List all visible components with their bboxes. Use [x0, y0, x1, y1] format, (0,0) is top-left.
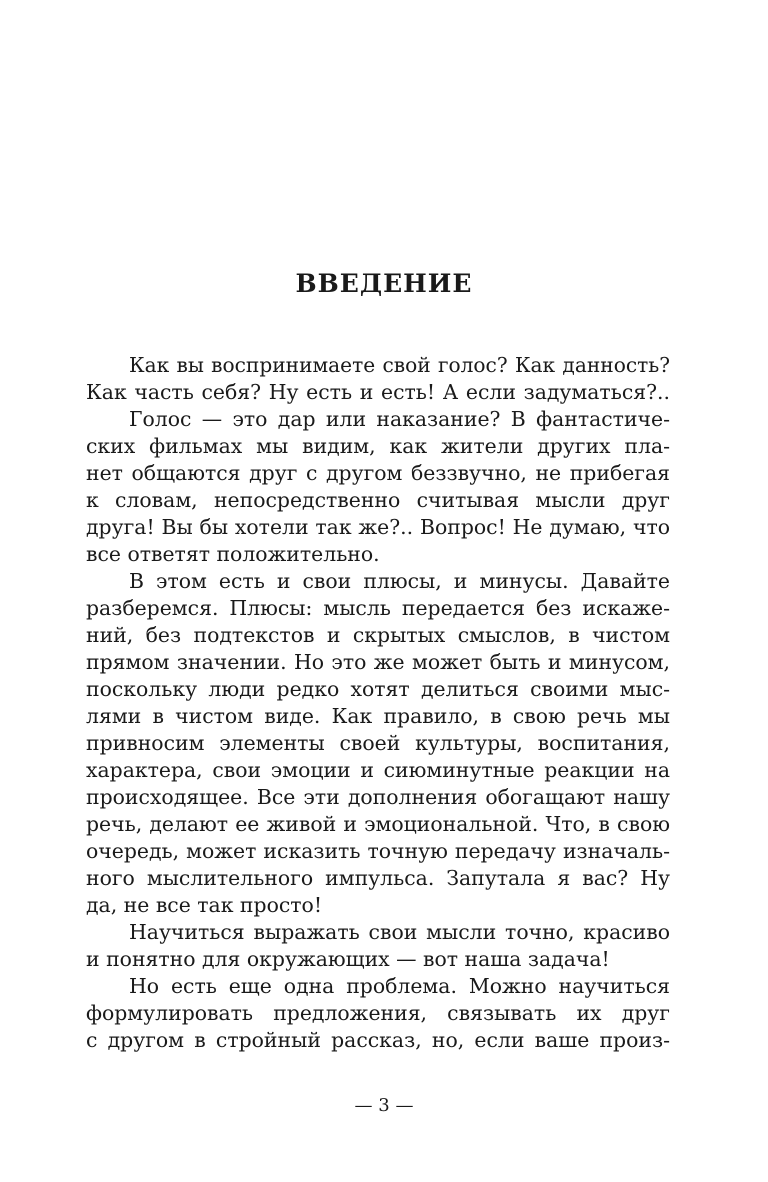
text-line: характера, свои эмоции и сиюминутные реакции на [86, 758, 670, 782]
chapter-title: ВВЕДЕНИЕ [295, 269, 473, 298]
paragraph [86, 919, 670, 973]
text-line: поскольку люди редко хотят делиться своими мыс- [86, 677, 670, 701]
text-line: очередь, может исказить точную передачу изначаль- [86, 839, 670, 863]
text-line: речь, делают ее живой и эмоциональной. Что, в свою [86, 812, 670, 836]
text-line: лями в чистом виде. Как правило, в свою речь мы [86, 704, 670, 728]
text-line: друга! Вы бы хотели так же?.. Вопрос! Не думаю, что [86, 515, 670, 539]
paragraph [86, 352, 670, 406]
text-line: Как часть себя? Ну есть и есть! А если задуматься?.. [86, 380, 670, 404]
paragraph [86, 973, 670, 1054]
text-line: происходящее. Все эти дополнения обогащают нашу [86, 785, 670, 809]
text-line: Но есть еще одна проблема. Можно научиться [129, 974, 670, 998]
text-line: Научиться выражать свои мысли точно, красиво [129, 920, 670, 944]
text-line: к словам, непосредственно считывая мысли друг [86, 488, 670, 512]
text-line: формулировать предложения, связывать их друг [86, 1001, 670, 1025]
text-line: ного мыслительного импульса. Запутала я вас? Ну [86, 866, 670, 890]
text-line: да, не все так просто! [86, 893, 323, 917]
page-number: — 3 — [354, 1095, 414, 1116]
paragraph [86, 406, 670, 568]
text-line: все ответят положительно. [86, 542, 380, 566]
text-line: прямом значении. Но это же может быть и минусом, [86, 650, 670, 674]
text-line: ских фильмах мы видим, как жители других пла- [86, 434, 670, 458]
text-line: Как вы воспринимаете свой голос? Как данность? [129, 353, 670, 377]
paragraph [86, 568, 670, 919]
text-line: с другом в стройный рассказ, но, если ваше произ- [86, 1028, 670, 1052]
text-line: разберемся. Плюсы: мысль передается без искаже- [86, 596, 670, 620]
text-line: и понятно для окружающих — вот наша задача! [86, 947, 610, 971]
text-line: Голос — это дар или наказание? В фантастиче- [129, 407, 670, 431]
text-line: В этом есть и свои плюсы, и минусы. Давайте [129, 569, 670, 593]
text-line: нет общаются друг с другом беззвучно, не прибегая [86, 461, 670, 485]
page-body [86, 352, 670, 1054]
text-line: привносим элементы своей культуры, воспитания, [86, 731, 670, 755]
text-line: ний, без подтекстов и скрытых смыслов, в чистом [86, 623, 670, 647]
